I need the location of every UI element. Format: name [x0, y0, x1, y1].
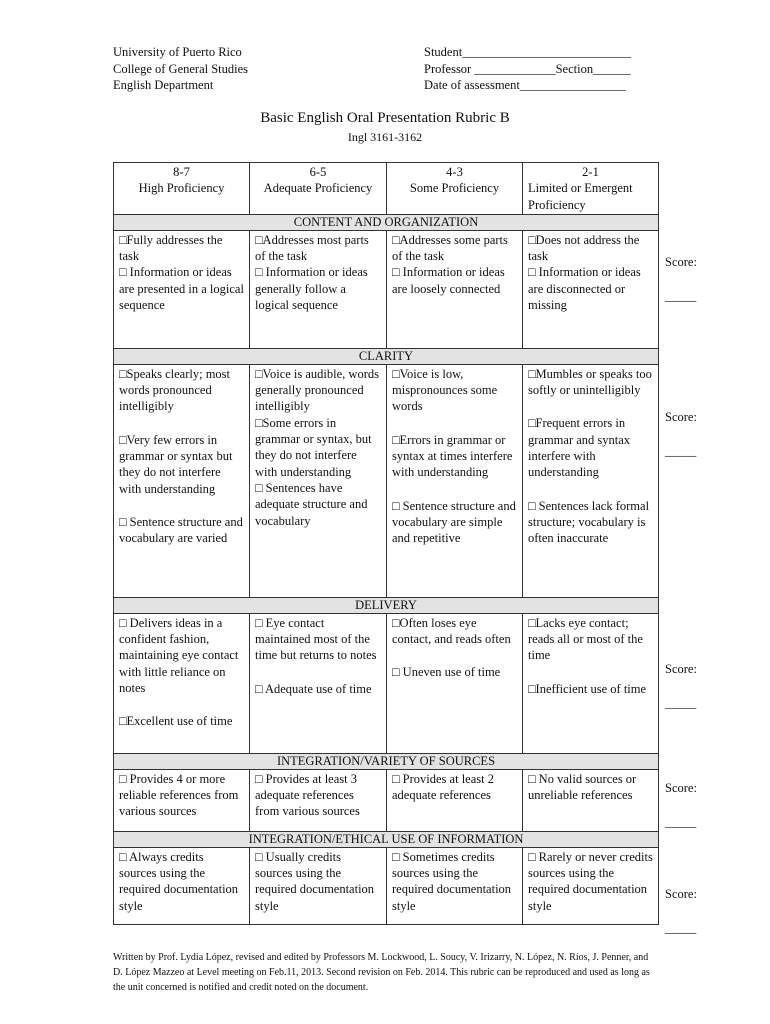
score-blank[interactable]: _____: [665, 815, 697, 829]
criterion-text: □ Provides at least 3 adequate references from various sources: [255, 771, 360, 819]
course-code: Ingl 3161-3162: [347, 130, 423, 144]
criterion-text: □ Adequate use of time: [255, 681, 372, 696]
date-field: Date of assessment_________________: [424, 78, 627, 92]
score-label: Score:: [665, 662, 697, 676]
criteria-cell-high: [114, 364, 250, 597]
professor-section-field: Professor _____________Section______: [424, 61, 631, 76]
section-header-delivery: [114, 597, 659, 613]
criteria-cell-limited: [523, 364, 659, 597]
score-ethical-use[interactable]: [665, 886, 697, 936]
score-label: Score:: [665, 410, 697, 424]
score-label: Score:: [665, 781, 697, 795]
criteria-cell-high: [114, 613, 250, 753]
criteria-row-content-organization: [114, 230, 659, 348]
score-blank[interactable]: _____: [665, 444, 697, 458]
score-blank[interactable]: _____: [665, 921, 697, 935]
score-label: Score:: [665, 887, 697, 901]
assessment-info-header: [424, 44, 631, 94]
criterion-text: □ Sentences lack formal structure; vocabulary is often inaccurate: [528, 498, 650, 546]
criterion-text: □Excellent use of time: [119, 714, 233, 729]
criterion-text: □Often loses eye contact, and reads often: [392, 615, 511, 647]
section-title: CONTENT AND ORGANIZATION: [114, 214, 659, 230]
criterion-text: □Addresses some parts of the task □ Information or ideas are loosely connected: [392, 232, 508, 296]
criterion-text: □Mumbles or speaks too softly or unintelligibly: [528, 366, 652, 398]
rubric-table: [113, 162, 659, 925]
criteria-row-delivery: [114, 613, 659, 753]
criterion-text: □Frequent errors in grammar and syntax interfere with understanding: [528, 416, 631, 480]
criterion-text: □Inefficient use of time: [528, 681, 647, 696]
department-name: English Department: [113, 78, 214, 92]
section-header-ethical-use: [114, 831, 659, 847]
criterion-text: □ Eye contact maintained most of the time but returns to notes: [255, 615, 377, 663]
score-clarity[interactable]: [665, 409, 697, 459]
criterion-text: □ Always credits sources using the required documentation style: [119, 849, 239, 913]
criterion-text: □ Rarely or never credits sources using the required documentation style: [528, 849, 653, 913]
level-header-some: 4-3 Some Proficiency: [387, 163, 523, 215]
level-header-adequate: 6-5 Adequate Proficiency: [250, 163, 387, 215]
criteria-row-clarity: [114, 364, 659, 597]
section-title: INTEGRATION/ETHICAL USE OF INFORMATION: [114, 831, 659, 847]
criterion-text: □ Provides 4 or more reliable references from various sources: [119, 771, 239, 819]
criterion-text: □ Provides at least 2 adequate references: [392, 771, 494, 803]
criterion-text: □ Sentence structure and vocabulary are simple and repetitive: [392, 498, 516, 546]
score-delivery[interactable]: [665, 661, 697, 711]
criterion-text: □Errors in grammar or syntax at times interfere with understanding: [392, 432, 513, 480]
criterion-text: □ Usually credits sources using the required documentation style: [255, 849, 375, 913]
criteria-cell-high: [114, 769, 250, 831]
criterion-text: □ Sometimes credits sources using the required documentation style: [392, 849, 512, 913]
criteria-cell-adequate: [250, 769, 387, 831]
criteria-cell-high: [114, 847, 250, 924]
section-title: INTEGRATION/VARIETY OF SOURCES: [114, 753, 659, 769]
score-blank[interactable]: _____: [665, 289, 697, 303]
levels-header-row: [114, 163, 659, 215]
college-name: College of General Studies: [113, 61, 249, 76]
level-header-limited: 2-1 Limited or Emergent Proficiency: [523, 163, 659, 215]
criterion-text: □Very few errors in grammar or syntax but they do not interfere with understanding: [119, 432, 233, 496]
criteria-cell-limited: [523, 230, 659, 348]
criterion-text: □ Delivers ideas in a confident fashion, maintaining eye contact with little reliance on notes: [119, 615, 239, 696]
institution-header: [113, 44, 248, 94]
criterion-text: □Does not address the task □ Information or ideas are disconnected or missing: [528, 232, 641, 313]
criterion-text: □ Uneven use of time: [392, 665, 501, 680]
score-label: Score:: [665, 255, 697, 269]
criteria-cell-some: [387, 364, 523, 597]
criteria-row-variety-sources: [114, 769, 659, 831]
criterion-text: □ Sentence structure and vocabulary are varied: [119, 514, 243, 546]
section-header-variety-sources: [114, 753, 659, 769]
student-field: Student___________________________: [424, 45, 631, 59]
university-name: University of Puerto Rico: [113, 45, 242, 59]
criteria-cell-high: [114, 230, 250, 348]
criteria-cell-some: [387, 230, 523, 348]
criterion-text: □Speaks clearly; most words pronounced intelligibly: [119, 366, 230, 414]
criterion-text: □Lacks eye contact; reads all or most of the time: [528, 615, 643, 663]
score-blank[interactable]: _____: [665, 696, 697, 710]
rubric-title: Basic English Oral Presentation Rubric B: [260, 110, 510, 126]
credits-footer: Written by Prof. Lydia López, revised and edited by Professors M. Lockwood, L. Soucy, V. Irizarry, N. López, N. Ríos, J. Penner, and D. López Mazzeo at Level meeting on Feb.11, 2013. Second revision on Feb. 2014. This rubric can be reproduced and used as long as the unit concerned is notified and credit noted on the document.: [113, 952, 650, 993]
score-variety-sources[interactable]: [665, 780, 697, 830]
criteria-cell-limited: [523, 847, 659, 924]
criterion-text: □Voice is low, mispronounces some words: [392, 366, 498, 414]
criteria-cell-limited: [523, 613, 659, 753]
section-header-content-organization: [114, 214, 659, 230]
criteria-cell-adequate: [250, 364, 387, 597]
section-title: CLARITY: [114, 348, 659, 364]
level-header-high: 8-7 High Proficiency: [114, 163, 250, 215]
criteria-cell-adequate: [250, 230, 387, 348]
section-header-clarity: [114, 348, 659, 364]
criterion-text: □Fully addresses the task □ Information or ideas are presented in a logical sequence: [119, 232, 244, 313]
criteria-cell-some: [387, 769, 523, 831]
criteria-row-ethical-use: [114, 847, 659, 924]
section-title: DELIVERY: [114, 597, 659, 613]
score-content-organization[interactable]: [665, 254, 697, 304]
criteria-cell-limited: [523, 769, 659, 831]
criteria-cell-adequate: [250, 847, 387, 924]
criterion-text: □Voice is audible, words generally pronounced intelligibly □Some errors in grammar or syntax, but they do not interfere with understanding □ Sentences have adequate structure and vocabulary: [255, 366, 379, 528]
criteria-cell-adequate: [250, 613, 387, 753]
criterion-text: □ No valid sources or unreliable references: [528, 771, 637, 803]
criteria-cell-some: [387, 613, 523, 753]
criteria-cell-some: [387, 847, 523, 924]
criterion-text: □Addresses most parts of the task □ Information or ideas generally follow a logical sequence: [255, 232, 369, 313]
